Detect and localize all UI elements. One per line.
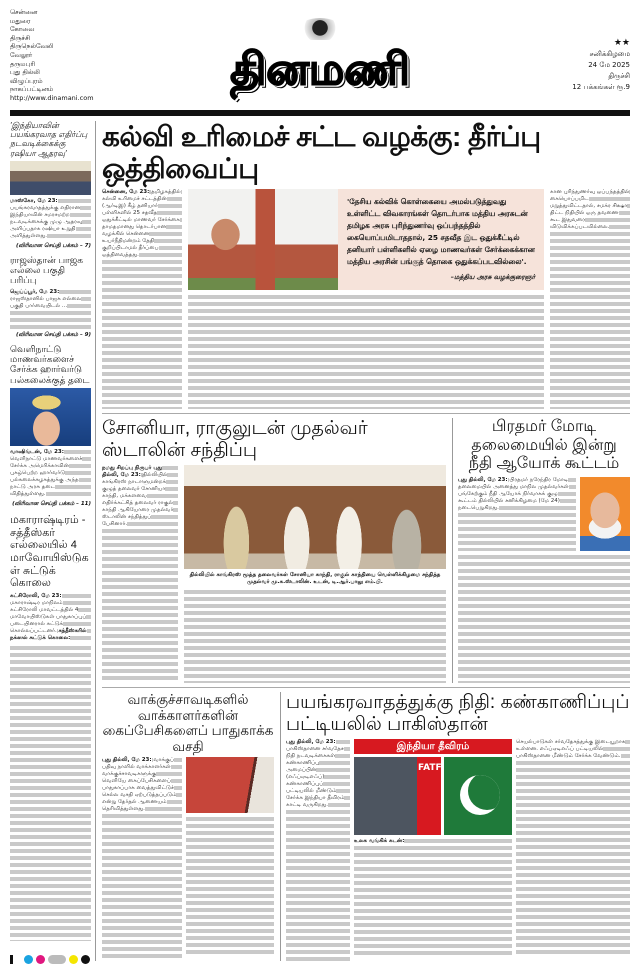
- phones-headline[interactable]: வாக்குச்சாவடிகளில் வாக்காளர்களின் கைப்பேசிகளைப் பாதுகாக்க வசதி: [102, 692, 274, 754]
- election-commission-photo: [186, 757, 274, 813]
- masthead: [10, 0, 630, 110]
- second-section: [102, 413, 630, 683]
- brief-body: ஜெய்ப்பூர், மே 23: ராஜஸ்தானில் பாஜக எல்லை பகுதி பார்வையிடல் ...: [10, 289, 91, 329]
- brief-body: மாஸ்கோ, மே 23: பயங்கரவாதத்துக்கு எதிரான இந்தியாவின் சமரசமற்ற நடவடிக்கைக்கு முழு ஆதரவு அளிப்பதாக ரஷியா உறுதி அளித்துள்ளது.: [10, 198, 91, 240]
- main-stories: [102, 121, 630, 961]
- brief-body: வாஷிங்டன், மே 23: வெளிநாட்டு மாணவர்களைச் சேர்க்க அமெரிக்காவின் புகழ்பெற்ற ஹார்வர்டு பல்கலைக்கழகத்துக்கு அந்த நாட்டு அரசு தடை விதித்துள்ளது.: [10, 449, 91, 498]
- fatf-headline[interactable]: பயங்கரவாதத்துக்கு நிதி: கண்காணிப்புப் பட்டியலில் பாகிஸ்தான்: [286, 692, 630, 736]
- edition: புது தில்லி: [10, 68, 40, 77]
- newspaper-title: தினமணி: [230, 44, 410, 95]
- quote-box: [338, 189, 544, 290]
- modi-story: [452, 418, 630, 683]
- crescent-icon: [460, 775, 500, 815]
- edition: விழுப்புரம்: [10, 76, 43, 85]
- edition: திருநெல்வேலி: [10, 42, 54, 51]
- photo-caption: தில்லியில் காங்கிரஸ் மூத்த தலைவர்கள் சோனியா காந்தி, ராகுல் காந்தியை வெள்ளிக்கிழமை சந்தித்த முதல்வர் மு.க.ஸ்டாலின். உடன், டி.ஆர்.பாலு எம்.பி.: [189, 572, 441, 586]
- issue-edition: திருச்சி: [608, 72, 630, 80]
- fatf-pakistan-photo: [354, 757, 512, 835]
- fatf-logo: FATF: [418, 763, 442, 774]
- modi-photo: [580, 477, 630, 551]
- issue-info: [520, 0, 630, 93]
- edition: சென்னை: [10, 8, 38, 16]
- color-registration-marks: [10, 955, 90, 964]
- brief-headline[interactable]: வெளிநாட்டு மாணவர்களைச் சேர்க்க ஹார்வர்டு பல்கலைக்குத் தடை: [10, 343, 90, 385]
- continued-note: (விரிவான செய்தி பக்கம் – 7): [15, 242, 91, 249]
- trump-photo: [10, 388, 91, 446]
- lead-body-continued: [188, 294, 544, 409]
- issue-day: சனிக்கிழமை: [589, 50, 630, 58]
- front-page-body: [10, 121, 630, 961]
- fatf-story: [280, 692, 630, 961]
- lead-headline[interactable]: கல்வி உரிமைச் சட்ட வழக்கு: தீர்ப்பு ஒத்திவைப்பு: [102, 121, 541, 185]
- brief-body: கட்சிரோலி, மே 23: மகாராஷ்டிர மாநிலம் கட்சிரோலி மாவட்டத்தில் 4 மாவோயிஸ்டுகள் பாதுகாப்புப் படையினரால் சுட்டுக் கொல்லப்பட்டனர். சத்தீஸ்கரில் நக்ஸல் சுட்டுக் கொலை:: [10, 593, 91, 642]
- masthead-rule: [10, 110, 630, 116]
- continued-note: (விரிவான செய்தி பக்கம் – 9): [15, 331, 91, 338]
- lead-body: சென்னை, மே 23: தமிழகத்தில் கல்வி உரிமைச் சட்டத்தின் (ஆர்டிஇ) கீழ் தனியார் பள்ளிகளில் 25 சதவீத ஒதுக்கீட்டில் மாணவர் சேர்க்கை தாமதமானது தொடர்பான வழக்கில் சென்னை உயர்நீதிமன்றம் தேதி குறிப்பிடாமல் தீர்ப்பை ஒத்திவைத்தது.: [102, 189, 182, 409]
- stalin-body: நமது சிறப்பு நிருபர் புது தில்லி, மே 23: தில்லியில் காங்கிரஸ் நாடாளுமன்றக் குழுத் தலைவர் சோனியா காந்தி, மக்களவை எதிர்க்கட்சித் தலைவர் ராகுல் காந்தி ஆகியோரை முதல்வர் ஸ்டாலின் சந்தித்துப் பேசினார்.: [102, 465, 178, 683]
- edition-stars: ★★: [613, 38, 630, 48]
- edition: கோவை: [10, 25, 35, 34]
- continued-note: (விரிவான செய்தி பக்கம் – 11): [12, 501, 91, 508]
- lead-story: [102, 189, 630, 409]
- stalin-meeting-photo: [184, 465, 446, 569]
- modi-body-continued: [458, 554, 630, 684]
- meeting-photo: [10, 161, 91, 195]
- brief-headline[interactable]: மகாராஷ்டிரம் - சத்தீஸ்கர் எல்லையில் 4 மாவோயிஸ்டுகள் சுட்டுக் கொலை: [10, 514, 89, 590]
- left-column: [10, 121, 96, 961]
- pages-price: 12 பக்கங்கள் ரூ.9: [572, 83, 630, 91]
- india-intensifies-banner: இந்தியா தீவிரம்: [354, 739, 512, 754]
- modi-headline[interactable]: பிரதமர் மோடி தலைமையில் இன்று நீதி ஆயோக் கூட்டம்: [468, 418, 620, 473]
- stalin-body-continued: [184, 589, 446, 683]
- high-court-photo: [188, 189, 338, 290]
- edition: நாகப்பட்டினம்: [10, 85, 54, 94]
- edition-list: [10, 0, 120, 103]
- website-link[interactable]: http://www.dinamani.com: [10, 93, 94, 102]
- brief-headline[interactable]: 'இந்தியாவின் பயங்கரவாத எதிர்ப்பு நடவடிக்கைக்கு ரஷியா ஆதரவு': [10, 121, 88, 158]
- phones-body: புது தில்லி, மே 23: வாக்குப் பதிவு நாளில் வாக்காளர்கள் வாக்குச்சாவடிகளுக்கு வெளியே கைப்பேசிகளைப் பாதுகாப்பாக வைத்துவிட்டுச் செல்ல வசதி ஏற்படுத்தப்படும் என்று தேர்தல் ஆணையம் தெரிவித்துள்ளது.: [102, 757, 182, 961]
- brief-headline[interactable]: ராஜஸ்தான் பாஜக எல்லை பகுதி பரிப்பு: [10, 254, 83, 286]
- modi-body: புது தில்லி, மே 23: பிரதமர் நரேந்திர மோடி தலைமையில் அனைத்து மாநில முதல்வர்கள் பங்கேற்கும் நீதி ஆயோக் நிர்வாகக் குழு கூட்டம் தில்லியில் சனிக்கிழமை (மே 24) நடைபெறுகிறது.: [458, 477, 576, 551]
- issue-date: 24 மே 2025: [588, 61, 630, 69]
- stalin-headline[interactable]: சோனியா, ராகுலுடன் முதல்வர் ஸ்டாலின் சந்திப்பு: [102, 418, 368, 462]
- fatf-body-continued: உலக வங்கிக் கடன்:: [354, 838, 512, 957]
- phones-story: [102, 692, 274, 961]
- edition: மதுரை: [10, 16, 31, 25]
- edition: வேலூர்: [10, 50, 33, 59]
- edition: தருமபுரி: [10, 59, 36, 68]
- fatf-body-right: செயல்பாடுகள் சர்வதேசத்துக்கு இடையூறாக உள்ளன. எஃப்ஏடிஎஃப் பட்டியலில் பாகிஸ்தானை மீண்டும் சேர்க்க வேண்டும்.: [516, 739, 630, 957]
- quote-text: 'தேசிய கல்விக் கொள்கையை அமல்படுத்துவது உள்ளிட்ட விவகாரங்கள் தொடர்பாக மத்திய அரசுடன் தமிழக அரசு புரிந்துணர்வு ஒப்பந்தத்தில் கையொப்பமிடாததால், 25 சதவீத இட ஒதுக்கீட்டில் தனியார் பள்ளிகளில் ஏழை மாணவர்கள் சேர்க்கைக்கான மத்திய அரசின் பங்குத் தொகை ஒதுக்கப்படவில்லை'.: [347, 197, 535, 267]
- third-section: [102, 687, 630, 961]
- fatf-body: புது தில்லி, மே 23: பாகிஸ்தானை சர்வதேச நிதி நடவடிக்கைகள் கண்காணிப்பு அமைப்பின் (எஃப்ஏடிஎஃப்) கண்காணிப்புப் பட்டியலில் மீண்டும் சேர்க்க இந்தியா தீவிரம் காட்டி வருகிறது.: [286, 739, 350, 961]
- lead-body-right: கான புரிந்துணர்வு ஒப்பந்தத்தில் கையொப்பமிட மறுத்துவிட்டதால், சமக்ர சிக்ஷா திட்ட நிதியில் ஒரு தவணை கூட இதுவரை விடுவிக்கப்படவில்லை.: [550, 189, 630, 409]
- edition: திருச்சி: [10, 33, 31, 42]
- masthead-logo: [120, 0, 520, 100]
- brief-body-continued: [10, 645, 91, 941]
- phones-body-continued: [186, 816, 274, 957]
- quote-source: –மத்திய அரசு வழக்குரைஞர்: [450, 273, 535, 282]
- emblem-icon: [298, 18, 342, 40]
